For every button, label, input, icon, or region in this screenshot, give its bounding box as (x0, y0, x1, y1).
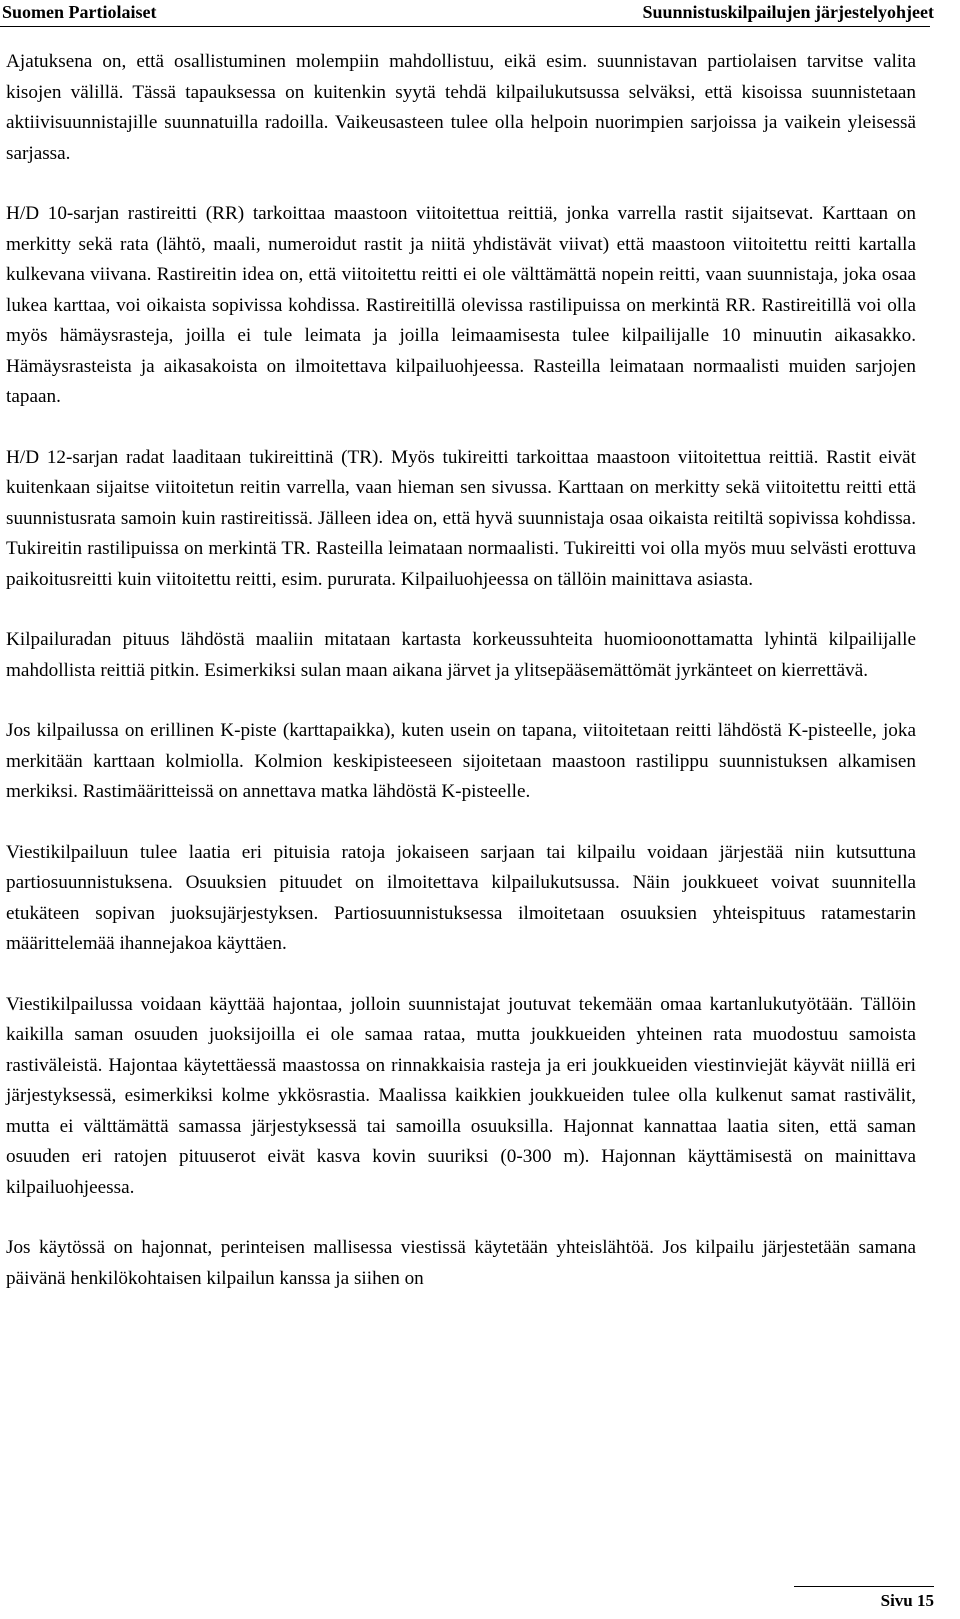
paragraph: H/D 10-sarjan rastireitti (RR) tarkoittaa maastoon viitoitettua reittiä, jonka varrella rastit sijaitsevat. Karttaan on merkitty sekä rata (lähtö, maali, numeroidut rastit ja niitä yhdistävät viivat) että maastoon viitoitettu reitti kartalla kulkevana viivana. Rastireitin idea on, että viitoitettu reitti ei ole välttämättä nopein reitti, vaan suunnistaja, joka osaa lukea karttaa, voi oikaista sopivissa kohdissa. Rastireitillä olevissa rastilipuissa on merkintä RR. Rastireitillä voi olla myös hämäysrasteja, joilla ei tule leimata ja joilla leimaamisesta tulee kilpailijalle 10 minuutin aikasakko. Hämäysrasteista ja aikasakoista on ilmoitettava kilpailuohjeessa. Rasteilla leimataan normaalisti muiden sarjojen tapaan. (6, 203, 916, 407)
paragraph: Jos kilpailussa on erillinen K-piste (karttapaikka), kuten usein on tapana, viitoitetaan reitti lähdöstä K-pisteelle, joka merkitään karttaan kolmiolla. Kolmion keskipisteeseen sijoitetaan maastoon rastilippu suunnistuksen alkamisen merkiksi. Rastimääritteissä on annettava matka lähdöstä K-pisteelle. (6, 720, 916, 802)
page-number: Sivu 15 (880, 1591, 934, 1610)
body-text (6, 47, 916, 1324)
header-document-title: Suunnistuskilpailujen järjestelyohjeet (642, 2, 934, 22)
page-header (0, 0, 934, 34)
footer-divider (794, 1586, 934, 1587)
paragraph: Jos käytössä on hajonnat, perinteisen mallisessa viestissä käytetään yhteislähtöä. Jos kilpailu järjestetään samana päivänä henkilökohtaisen kilpailun kanssa ja siihen on (6, 1237, 916, 1289)
paragraph: Viestikilpailussa voidaan käyttää hajontaa, jolloin suunnistajat joutuvat tekemään omaa kartanlukutyötään. Tällöin kaikilla saman osuuden juoksijoilla ei ole samaa rataa, mutta joukkueiden yhteinen rata muodostuu samoista rastiväleistä. Hajontaa käytettäessä maastossa on rinnakkaisia rasteja ja eri joukkueiden viestinviejät käyvät niillä eri järjestyksessä, esimerkiksi kolme ykkösrastia. Maalissa kaikkien joukkueiden tulee olla kulkenut samat rastivälit, mutta ei välttämättä samassa järjestyksessä tai samoilla osuuksilla. Hajonnat kannattaa laatia siten, että saman osuuden eri ratojen pituuserot eivät kasva kovin suuriksi (0-300 m). Hajonnan käyttämisestä on mainittava kilpailuohjeessa. (6, 993, 916, 1198)
header-divider (0, 26, 930, 27)
paragraph: Ajatuksena on, että osallistuminen molempiin mahdollistuu, eikä esim. suunnistavan partiolaisen tarvitse valita kisojen välillä. Tässä tapauksessa on kuitenkin syytä tehdä kilpailukutsussa selväksi, että kisoissa suunnistetaan aktiivisuunnistajille suunnatuilla radoilla. Vaikeusasteen tulee olla helpoin nuorimpien sarjoissa ja vaikein yleisessä sarjassa. (6, 51, 916, 164)
paragraph: Viestikilpailuun tulee laatia eri pituisia ratoja jokaiseen sarjaan tai kilpailu voidaan järjestää niin kutsuttuna partiosuunnistuksena. Osuuksien pituudet on ilmoitettava kilpailukutsussa. Näin joukkueet voivat suunnitella etukäteen sopivan juoksujärjestyksen. Partiosuunnistuksessa ilmoitetaan osuuksien yhteispituus ratamestarin määrittelemää ihannejakoa käyttäen. (6, 841, 916, 954)
page-footer (794, 1586, 934, 1611)
paragraph: Kilpailuradan pituus lähdöstä maaliin mitataan kartasta korkeussuhteita huomioonottamatta lyhintä kilpailijalle mahdollista reittiä pitkin. Esimerkiksi sulan maan aikana järvet ja ylitsepääsemättömät jyrkänteet on kierrettävä. (6, 629, 916, 681)
paragraph: H/D 12-sarjan radat laaditaan tukireittinä (TR). Myös tukireitti tarkoittaa maastoon viitoitettua reittiä. Rastit eivät kuitenkaan sijaitse viitoitetun reitin varrella, vaan hieman sen sivussa. Karttaan on merkitty sekä viitoitettu reitti että suunnistusrata samoin kuin rastireitissä. Jälleen idea on, että hyvä suunnistaja osaa oikaista reitiltä sopivissa kohdissa. Tukireitin rastilipuissa on merkintä TR. Rasteilla leimataan normaalisti. Tukireitti voi olla myös muu selvästi erottuva paikoitusreitti kuin viitoitettu reitti, esim. pururata. Kilpailuohjeessa on tällöin mainittava asiasta. (6, 446, 916, 590)
header-organization: Suomen Partiolaiset (2, 2, 157, 22)
